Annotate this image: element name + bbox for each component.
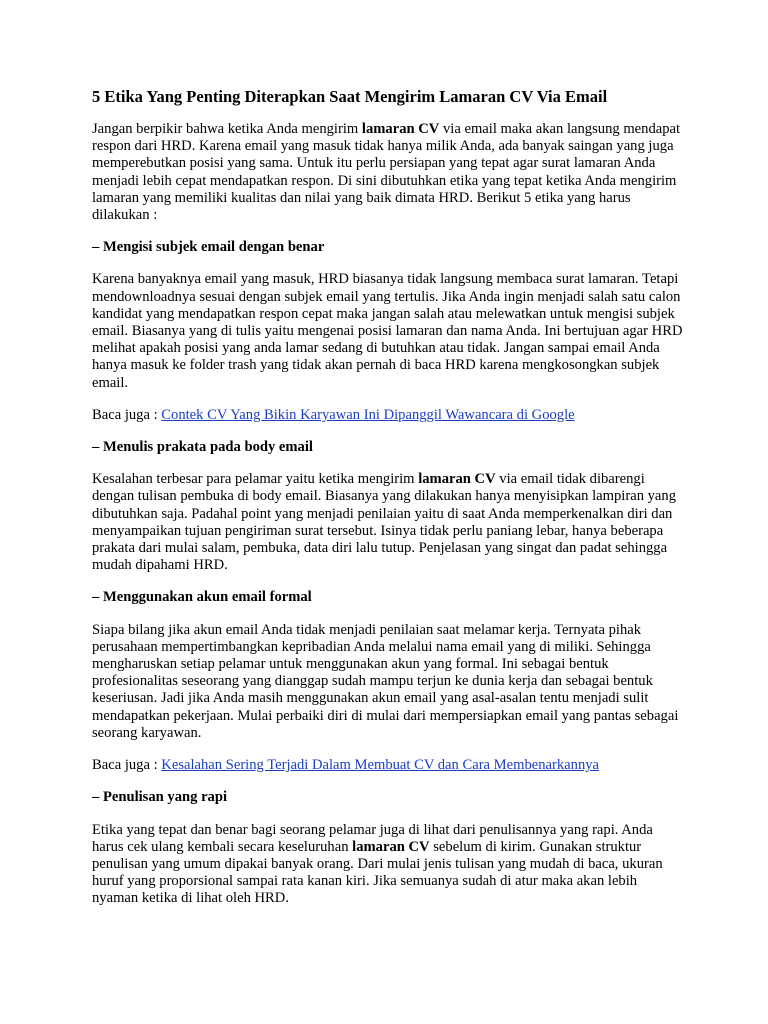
- section-2-keyword: lamaran CV: [418, 471, 496, 488]
- intro-keyword: lamaran CV: [361, 121, 440, 137]
- section-4-heading: – Penulisan yang rapi: [92, 789, 228, 806]
- section-4-body: [92, 822, 684, 908]
- section-1-body: Karena banyaknya email yang masuk, HRD biasanya tidak langsung membaca surat lamaran. Tetapi mendownloadnya sesuai dengan subjek email yang tertulis. Jika Anda ingin menjadi salah satu calon kandidat yang mendapatkan respon cepat maka jangan salah atau melewatkan untuk mengisi subjek email. Biasanya yang di tulis yaitu mengenai posisi lamaran dan nama Anda. Ini bertujuan agar HRD melihat apakah posisi yang anda lamar sedang di butuhkan atau tidak. Jangan sampai email Anda hanya masuk ke folder trash yang tidak akan pernah di baca HRD karena mengkosongkan subjek email.: [92, 271, 683, 391]
- section-1-heading: – Mengisi subjek email dengan benar: [92, 239, 325, 256]
- section-3-heading: – Menggunakan akun email formal: [92, 589, 312, 606]
- read-also-2-link[interactable]: Kesalahan Sering Terjadi Dalam Membuat CV dan Cara Membenarkannya: [161, 757, 600, 774]
- article-title: 5 Etika Yang Penting Diterapkan Saat Mengirim Lamaran CV Via Email: [92, 87, 608, 106]
- section-2-text-start: Kesalahan terbesar para pelamar yaitu ketika mengirim: [92, 471, 419, 488]
- intro-text-start: Jangan berpikir bahwa ketika Anda mengirim: [92, 121, 362, 137]
- read-also-1: [92, 407, 684, 424]
- read-also-2-prefix: Baca juga :: [92, 757, 162, 774]
- intro-paragraph: [92, 121, 684, 224]
- read-also-1-link[interactable]: Contek CV Yang Bikin Karyawan Ini Dipanggil Wawancara di Google: [161, 406, 575, 423]
- section-2-text-end: via email tidak dibarengi dengan tulisan pembuka di body email. Biasanya yang dilakukan hanya menyisipkan lampiran yang dibutuhkan saja. Padahal point yang menjadi penilaian yaitu di saat Anda memperkenalkan diri dan menyampaikan tujuan pengiriman surat tersebut. Isinya tidak perlu paniang lebar, hanya beberapa prakata dari mulai salam, pembuka, data diri lalu tutup. Penjelasan yang singat dan padat sehingga mudah dipahami HRD.: [92, 471, 677, 574]
- intro-text-end: via email maka akan langsung mendapat respon dari HRD. Karena email yang masuk tidak hanya milik Anda, ada banyak saingan yang juga memperebutkan posisi yang sama. Untuk itu perlu persiapan yang tepat agar surat lamaran Anda menjadi lebih cepat mendapatkan respon. Di sini dibutuhkan etika yang tepat ketika Anda mengirim lamaran yang memiliki kualitas dan nilai yang baik dimata HRD. Berikut 5 etika yang harus dilakukan :: [92, 121, 681, 224]
- read-also-2: [92, 757, 684, 774]
- section-4-text-start: Etika yang tepat dan benar bagi seorang pelamar juga di lihat dari penulisannya yang rapi. Anda harus cek ulang kembali secara keseluruhan: [92, 821, 653, 855]
- section-4-text-end: sebelum di kirim. Gunakan struktur penulisan yang umum dipakai banyak orang. Dari mulai jenis tulisan yang mudah di baca, ukuran huruf yang proporsional sampai rata kanan kiri. Jika semuanya sudah di atur maka akan lebih nyaman ketika di lihat oleh HRD.: [92, 838, 663, 907]
- read-also-1-prefix: Baca juga :: [92, 406, 162, 423]
- section-2-heading: – Menulis prakata pada body email: [92, 439, 313, 456]
- section-4-keyword: lamaran CV: [352, 838, 430, 855]
- section-3-body: Siapa bilang jika akun email Anda tidak menjadi penilaian saat melamar kerja. Ternyata pihak perusahaan mempertimbangkan kepribadian Anda melalui nama email yang di miliki. Sehingga mengharuskan setiap pelamar untuk menggunakan akun yang formal. Ini sebagai bentuk profesionalitas seseorang yang dianggap sudah mampu terjun ke dunia kerja dan sebagai bentuk keseriusan. Jadi jika Anda masih menggunakan akun email yang asal-asalan tentu menjadi sulit mendapatkan pekerjaan. Mulai perbaiki diri di mulai dari mempersiapkan email yang pantas sebagai seorang karyawan.: [92, 621, 679, 741]
- section-2-body: [92, 471, 684, 574]
